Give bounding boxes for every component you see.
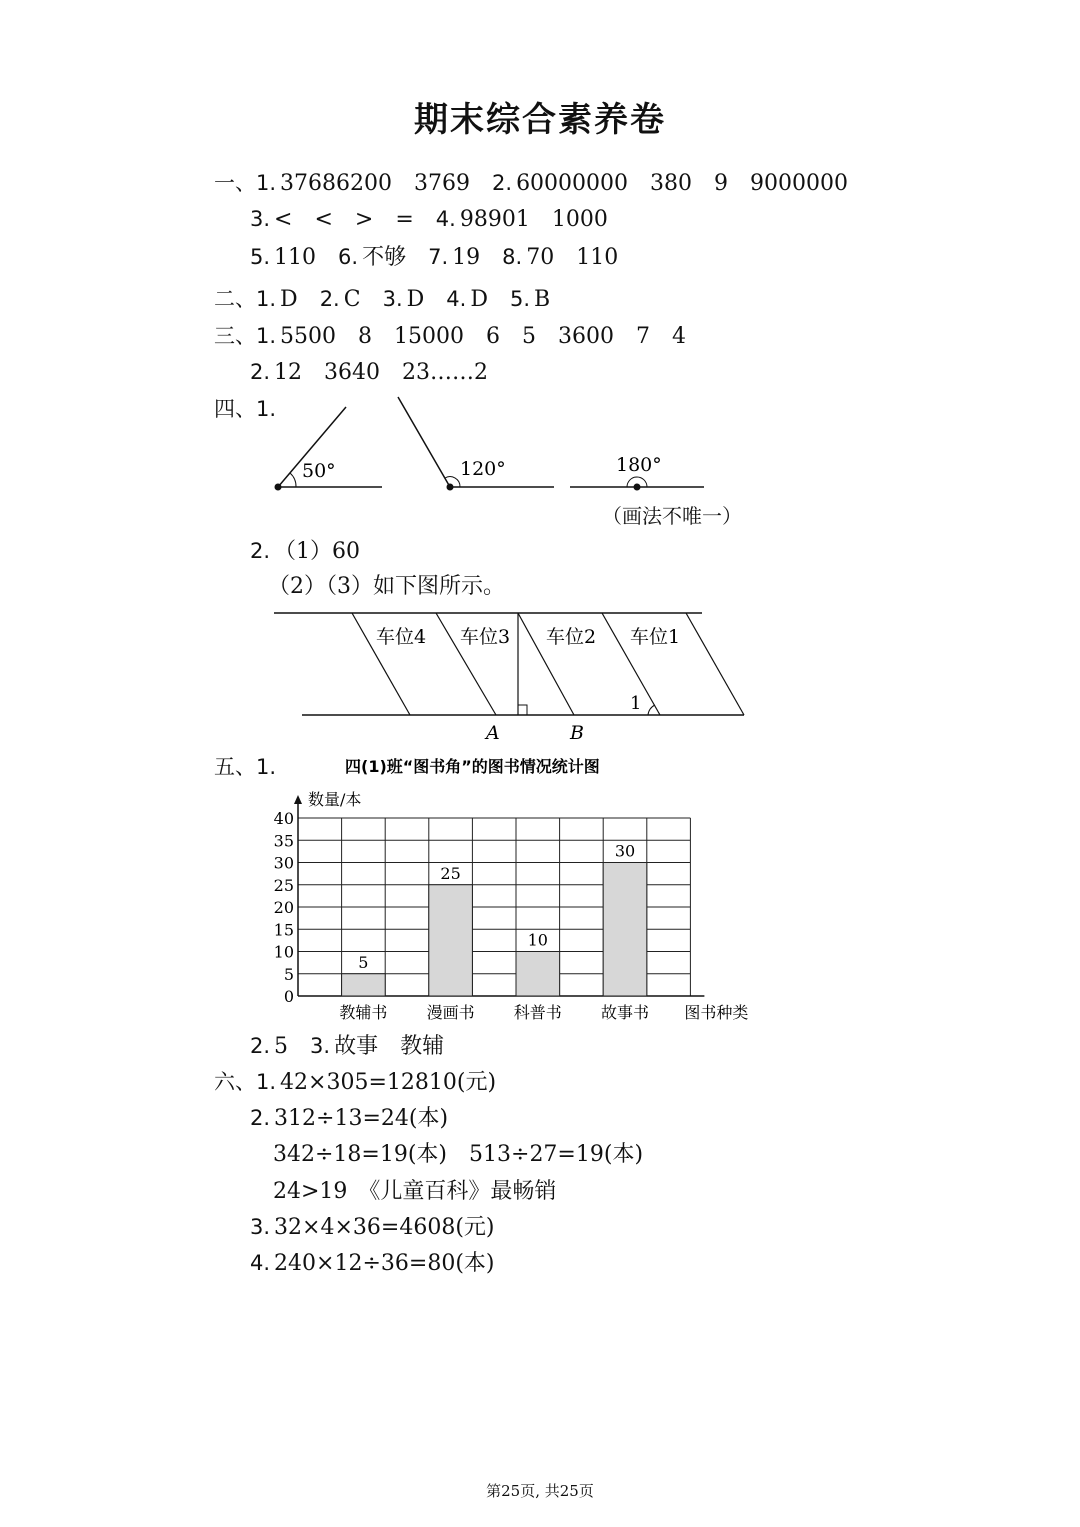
question-number: 8. [502, 245, 523, 269]
answer-text: 12 3640 23……2 [274, 360, 489, 385]
answer-text: 37686200 3769 [280, 171, 471, 196]
x-category-label: 教辅书 [339, 1003, 388, 1022]
y-tick-label: 5 [283, 964, 294, 984]
answer-text: 312÷13=24(本) [274, 1106, 449, 1131]
section-label: 六、 [214, 1070, 256, 1094]
answer-text: 42×305=12810(元) [280, 1070, 497, 1095]
question-number: 3. [382, 287, 403, 311]
parking-space-4: 车位4 [376, 626, 427, 648]
s6-line3: 342÷18=19(本) 513÷27=19(本) [273, 1142, 644, 1167]
section-label: 二、 [214, 287, 256, 311]
answer-text: 110 [274, 245, 317, 270]
parking-diagram [270, 605, 760, 745]
y-axis-arrow [294, 795, 302, 804]
question-number: 1. [256, 324, 277, 348]
angle-1-label: 1 [630, 693, 642, 714]
question-number: 4. [446, 287, 467, 311]
y-tick-label: 30 [273, 853, 294, 873]
question-number: 1. [256, 397, 277, 421]
s5-line2 [250, 1031, 466, 1062]
x-axis-label: 图书种类 [684, 1003, 749, 1022]
section-label: 一、 [214, 171, 256, 195]
answer-text: 98901 1000 [459, 207, 608, 232]
s6-line5 [250, 1212, 517, 1243]
answer-text: 5500 8 15000 6 5 3600 7 4 [280, 324, 686, 349]
answer-text: 19 [452, 245, 481, 270]
answer-text: C [343, 287, 361, 312]
s1-line1 [214, 168, 870, 199]
question-number: 3. [310, 1034, 331, 1058]
answer-text: 240×12÷36=80(本) [274, 1251, 495, 1276]
question-number: 5. [250, 245, 271, 269]
angle-label-50: 50° [302, 460, 336, 482]
s4-q2-line1 [250, 536, 360, 567]
question-number: 5. [509, 287, 530, 311]
point-a-label: A [486, 722, 500, 744]
bar [516, 952, 560, 997]
q2-answer-23: （2）（3）如下图所示。 [268, 574, 505, 599]
question-number: 1. [256, 755, 277, 779]
y-axis-label: 数量/本 [308, 790, 362, 809]
parking-space-2: 车位2 [546, 626, 597, 648]
bar-value-label: 10 [527, 930, 548, 950]
section-label: 五、 [214, 755, 256, 779]
s3-line1 [214, 321, 708, 352]
bar [342, 974, 386, 996]
question-number: 3. [250, 1215, 271, 1239]
bar-value-label: 30 [614, 841, 636, 861]
y-tick-label: 15 [273, 920, 294, 940]
question-number: 1. [256, 287, 277, 311]
bar [429, 885, 473, 996]
parking-space-3: 车位3 [460, 626, 511, 648]
y-tick-label: 35 [273, 831, 294, 851]
question-number: 2. [319, 287, 340, 311]
s6-line4: 24>19 《儿童百科》最畅销 [273, 1179, 557, 1204]
answer-text: 32×4×36=4608(元) [274, 1215, 495, 1240]
y-tick-label: 0 [283, 987, 294, 1006]
y-tick-label: 25 [273, 875, 294, 895]
answer-text: 5 [274, 1034, 289, 1059]
question-number: 4. [250, 1251, 271, 1275]
answer-text: 60000000 380 9 9000000 [516, 171, 849, 196]
answer-text: B [534, 287, 551, 312]
angle-label-180: 180° [616, 454, 662, 476]
answer-text: 故事 教辅 [334, 1034, 445, 1059]
question-number: 1. [256, 1070, 277, 1094]
s6-line2 [250, 1103, 470, 1134]
bar-value-label: 25 [440, 863, 461, 883]
question-number: 2. [250, 360, 271, 384]
bar-value-label: 5 [358, 952, 369, 972]
question-number: 2. [250, 539, 271, 563]
answer-text: D [470, 287, 488, 312]
s6-line6 [250, 1248, 517, 1279]
s1-line2 [250, 204, 630, 235]
section-label: 四、 [214, 397, 256, 421]
page-title: 期末综合素养卷 [414, 100, 666, 140]
question-number: 1. [256, 171, 277, 195]
bar [603, 863, 647, 997]
drawing-note: （画法不唯一） [602, 504, 742, 528]
section-label: 三、 [214, 324, 256, 348]
question-number: 2. [492, 171, 513, 195]
s2-line1 [214, 284, 572, 315]
answer-text: D [406, 287, 425, 312]
question-number: 7. [428, 245, 449, 269]
question-number: 2. [250, 1106, 271, 1130]
chart-title: 四(1)班“图书角”的图书情况统计图 [345, 757, 600, 776]
answer-text: D [280, 287, 298, 312]
answer-text: 70 110 [526, 245, 619, 270]
s3-line2 [250, 357, 510, 388]
x-category-label: 故事书 [600, 1003, 650, 1022]
s6-line1 [214, 1067, 518, 1098]
question-number: 2. [250, 1034, 271, 1058]
x-category-label: 科普书 [513, 1003, 562, 1022]
book-bar-chart [250, 750, 760, 1030]
answer-text: < < > = [274, 207, 414, 232]
question-number: 4. [435, 207, 456, 231]
question-number: 3. [250, 207, 271, 231]
question-number: 6. [338, 245, 359, 269]
x-category-label: 漫画书 [426, 1003, 475, 1022]
s4-q2-line2 [268, 572, 505, 602]
q2-answer-1: （1）60 [274, 539, 361, 564]
s1-line3 [250, 242, 640, 273]
y-tick-label: 10 [273, 942, 294, 962]
answer-text: 不够 [362, 245, 407, 270]
y-tick-label: 20 [273, 898, 294, 917]
page-footer: 第25页, 共25页 [486, 1482, 594, 1500]
y-tick-label: 40 [273, 809, 294, 828]
parking-space-1: 车位1 [630, 626, 681, 648]
point-b-label: B [570, 722, 584, 744]
angle-label-120: 120° [460, 458, 506, 480]
